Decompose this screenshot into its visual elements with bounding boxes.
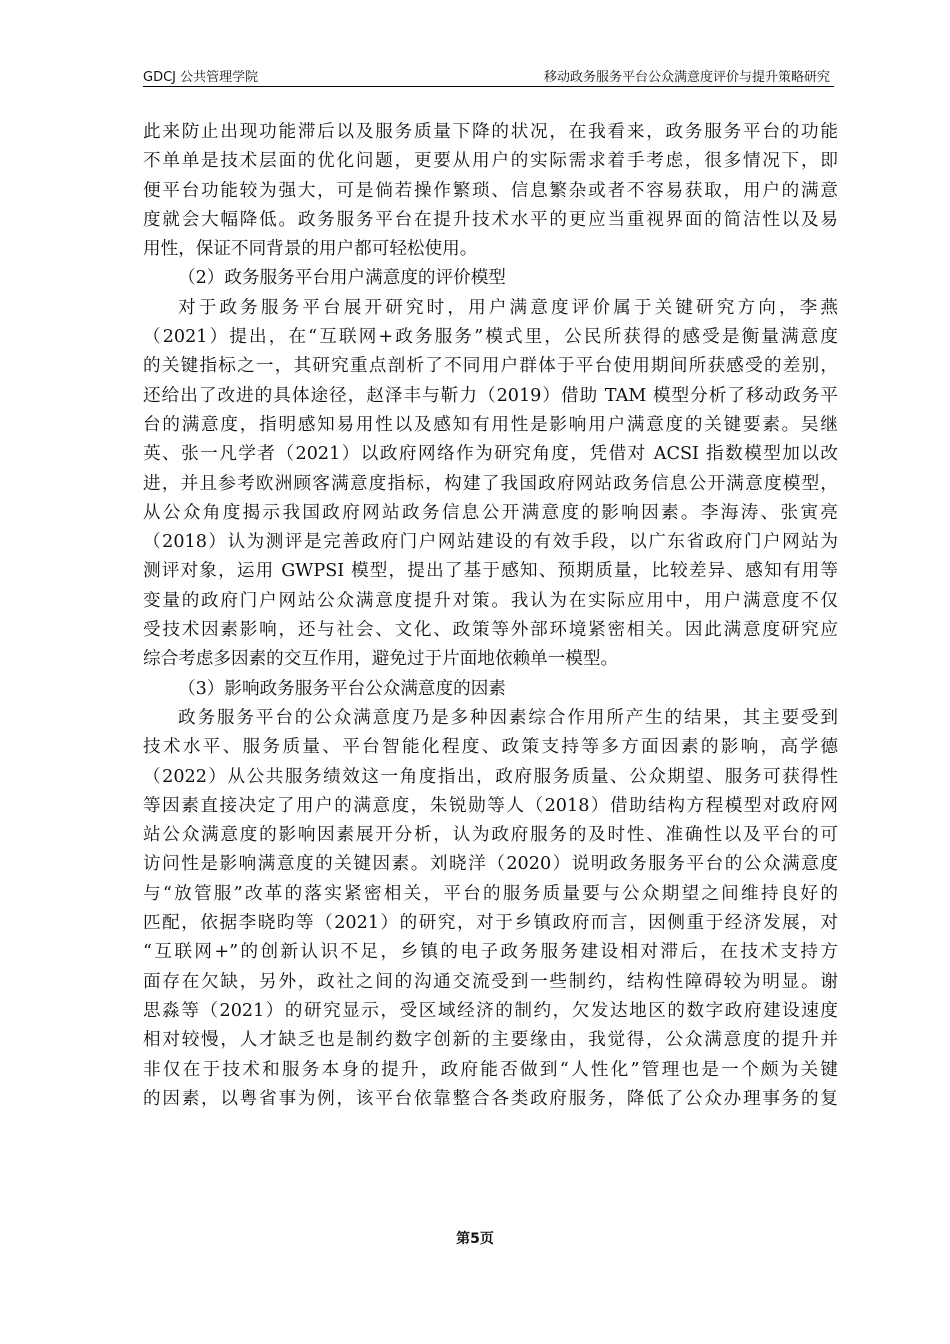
body-text [143, 118, 838, 1114]
paragraph-line: 技术水平、服务质量、平台智能化程度、政策支持等多方面因素的影响，高学德 [143, 737, 838, 758]
paragraph-line: 进，并且参考欧洲顾客满意度指标，构建了我国政府网站政务信息公开满意度模型， [143, 473, 838, 494]
section-heading-3: （3）影响政务服务平台公众满意度的因素 [178, 678, 506, 699]
paragraph-line: 此来防止出现功能滞后以及服务质量下降的状况，在我看来，政务服务平台的功能 [143, 122, 838, 142]
paragraph-line: 面存在欠缺，另外，政社之间的沟通交流受到一些制约，结构性障碍较为明显。谢 [143, 971, 838, 992]
paragraph-line: 还给出了改进的具体途径，赵泽丰与靳力（2019）借助 TAM 模型分析了移动政务平 [143, 385, 838, 406]
paragraph-line: 政务服务平台的公众满意度乃是多种因素综合作用所产生的结果，其主要受到 [178, 707, 838, 728]
paragraph-line: 用性，保证不同背景的用户都可轻松使用。 [143, 239, 478, 260]
paragraph-line: 对于政务服务平台展开研究时，用户满意度评价属于关键研究方向，李燕 [178, 297, 838, 318]
paragraph-line: 等因素直接决定了用户的满意度，朱锐勋等人（2018）借助结构方程模型对政府网 [143, 795, 838, 816]
paragraph-line: 台的满意度，指明感知易用性以及感知有用性是影响用户满意度的关键要素。吴继 [143, 414, 838, 435]
paragraph-line: 便平台功能较为强大，可是倘若操作繁琐、信息繁杂或者不容易获取，用户的满意 [143, 180, 838, 201]
paragraph-line: 匹配，依据李晓昀等（2021）的研究，对于乡镇政府而言，因侧重于经济发展，对 [143, 913, 838, 934]
page-header [143, 64, 834, 87]
paragraph-line: 访问性是影响满意度的关键因素。刘晓洋（2020）说明政务服务平台的公众满意度 [143, 854, 838, 875]
paragraph-line: 站公众满意度的影响因素展开分析，认为政府服务的及时性、准确性以及平台的可 [143, 825, 838, 846]
paragraph-line: 受技术因素影响，还与社会、文化、政策等外部环境紧密相关。因此满意度研究应 [143, 620, 838, 641]
paragraph-line: 测评对象，运用 GWPSI 模型，提出了基于感知、预期质量，比较差异、感知有用等 [143, 561, 838, 582]
paragraph-line: 英、张一凡学者（2021）以政府网络作为研究角度，凭借对 ACSI 指数模型加以改 [143, 444, 838, 465]
paragraph-line: 不单单是技术层面的优化问题，更要从用户的实际需求着手考虑，很多情况下，即 [143, 151, 838, 172]
paragraph-line: 变量的政府门户网站公众满意度提升对策。我认为在实际应用中，用户满意度不仅 [143, 590, 838, 611]
paragraph-line: （2018）认为测评是完善政府门户网站建设的有效手段，以广东省政府门户网站为 [143, 532, 838, 553]
paragraph-line: 思淼等（2021）的研究显示，受区域经济的制约，欠发达地区的数字政府建设速度 [143, 1000, 838, 1021]
paragraph-line: 非仅在于技术和服务本身的提升，政府能否做到“人性化”管理也是一个颇为关键 [143, 1059, 838, 1080]
paragraph-line: 的因素，以粤省事为例，该平台依靠整合各类政府服务，降低了公众办理事务的复 [143, 1088, 838, 1109]
paragraph-line: 与“放管服”改革的落实紧密相关，平台的服务质量要与公众期望之间维持良好的 [143, 883, 838, 904]
paragraph-line: 从公众角度揭示我国政府网站政务信息公开满意度的影响因素。李海涛、张寅亮 [143, 502, 838, 523]
paragraph-line: （2021）提出，在“互联网+政务服务”模式里，公民所获得的感受是衡量满意度 [143, 327, 838, 348]
paragraph-line: 综合考虑多因素的交互作用，避免过于片面地依赖单一模型。 [143, 649, 619, 670]
section-heading-2: （2）政务服务平台用户满意度的评价模型 [178, 268, 506, 289]
paragraph-line: 度就会大幅降低。政务服务平台在提升技术水平的更应当重视界面的简洁性以及易 [143, 209, 838, 230]
paragraph-line: 的关键指标之一，其研究重点剖析了不同用户群体于平台使用期间所获感受的差别， [143, 356, 838, 377]
header-thesis-title: 移动政务服务平台公众满意度评价与提升策略研究 [543, 70, 830, 85]
paragraph-line: 相对较慢，人才缺乏也是制约数字创新的主要缘由，我觉得，公众满意度的提升并 [143, 1030, 838, 1051]
paragraph-line: （2022）从公共服务绩效这一角度指出，政府服务质量、公众期望、服务可获得性 [143, 766, 838, 787]
paragraph-line: “互联网+”的创新认识不足，乡镇的电子政务服务建设相对滞后，在技术支持方 [143, 942, 838, 963]
header-institution: GDCJ 公共管理学院 [143, 70, 259, 85]
page-number: 第5页 [456, 1231, 494, 1247]
